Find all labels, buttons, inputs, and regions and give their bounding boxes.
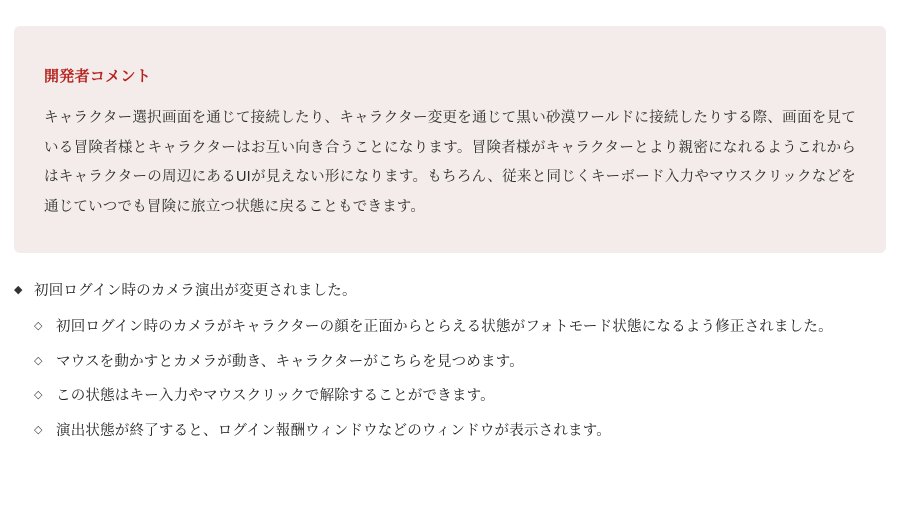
list-item (14, 280, 886, 302)
diamond-filled-icon: ◆ (14, 284, 23, 296)
list-item (34, 385, 886, 408)
list-item (34, 420, 886, 443)
diamond-outline-icon: ◇ (34, 389, 43, 402)
list-item-label: マウスを動かすとカメラが動き、キャラクターがこちらを見つめます。 (56, 353, 524, 370)
diamond-outline-icon: ◇ (34, 354, 43, 367)
developer-comment-callout (14, 26, 886, 253)
developer-comment-title: 開発者コメント (44, 68, 152, 85)
list-item-label: 初回ログイン時のカメラ演出が変更されました。 (34, 283, 357, 299)
diamond-outline-icon: ◇ (34, 320, 43, 333)
list-item-label: この状態はキー入力やマウスクリックで解除することができます。 (56, 388, 495, 405)
list-item-label: 演出状態が終了すると、ログイン報酬ウィンドウなどのウィンドウが表示されます。 (56, 422, 611, 439)
list-item (34, 351, 886, 374)
patch-notes-list (14, 280, 886, 454)
patch-notes-sublist (34, 316, 886, 443)
list-item (34, 316, 886, 339)
list-item-label: 初回ログイン時のカメラがキャラクターの顔を正面からとらえる状態がフォトモード状態になるよう修正されました。 (56, 319, 833, 336)
developer-comment-body: キャラクター選択画面を通じて接続したり、キャラクター変更を通じて黒い砂漠ワールドに接続したりする際、画面を見ている冒険者様とキャラクターはお互い向き合うことになります。冒険者様がキャラクターとより親密になれるようこれからはキャラクターの周辺にあるUIが見えない形になります。もちろん、従来と同じくキーボード入力やマウスクリックなどを通じていつでも冒険に旅立つ状態に戻ることもできます。 (44, 110, 856, 216)
diamond-outline-icon: ◇ (34, 423, 43, 436)
